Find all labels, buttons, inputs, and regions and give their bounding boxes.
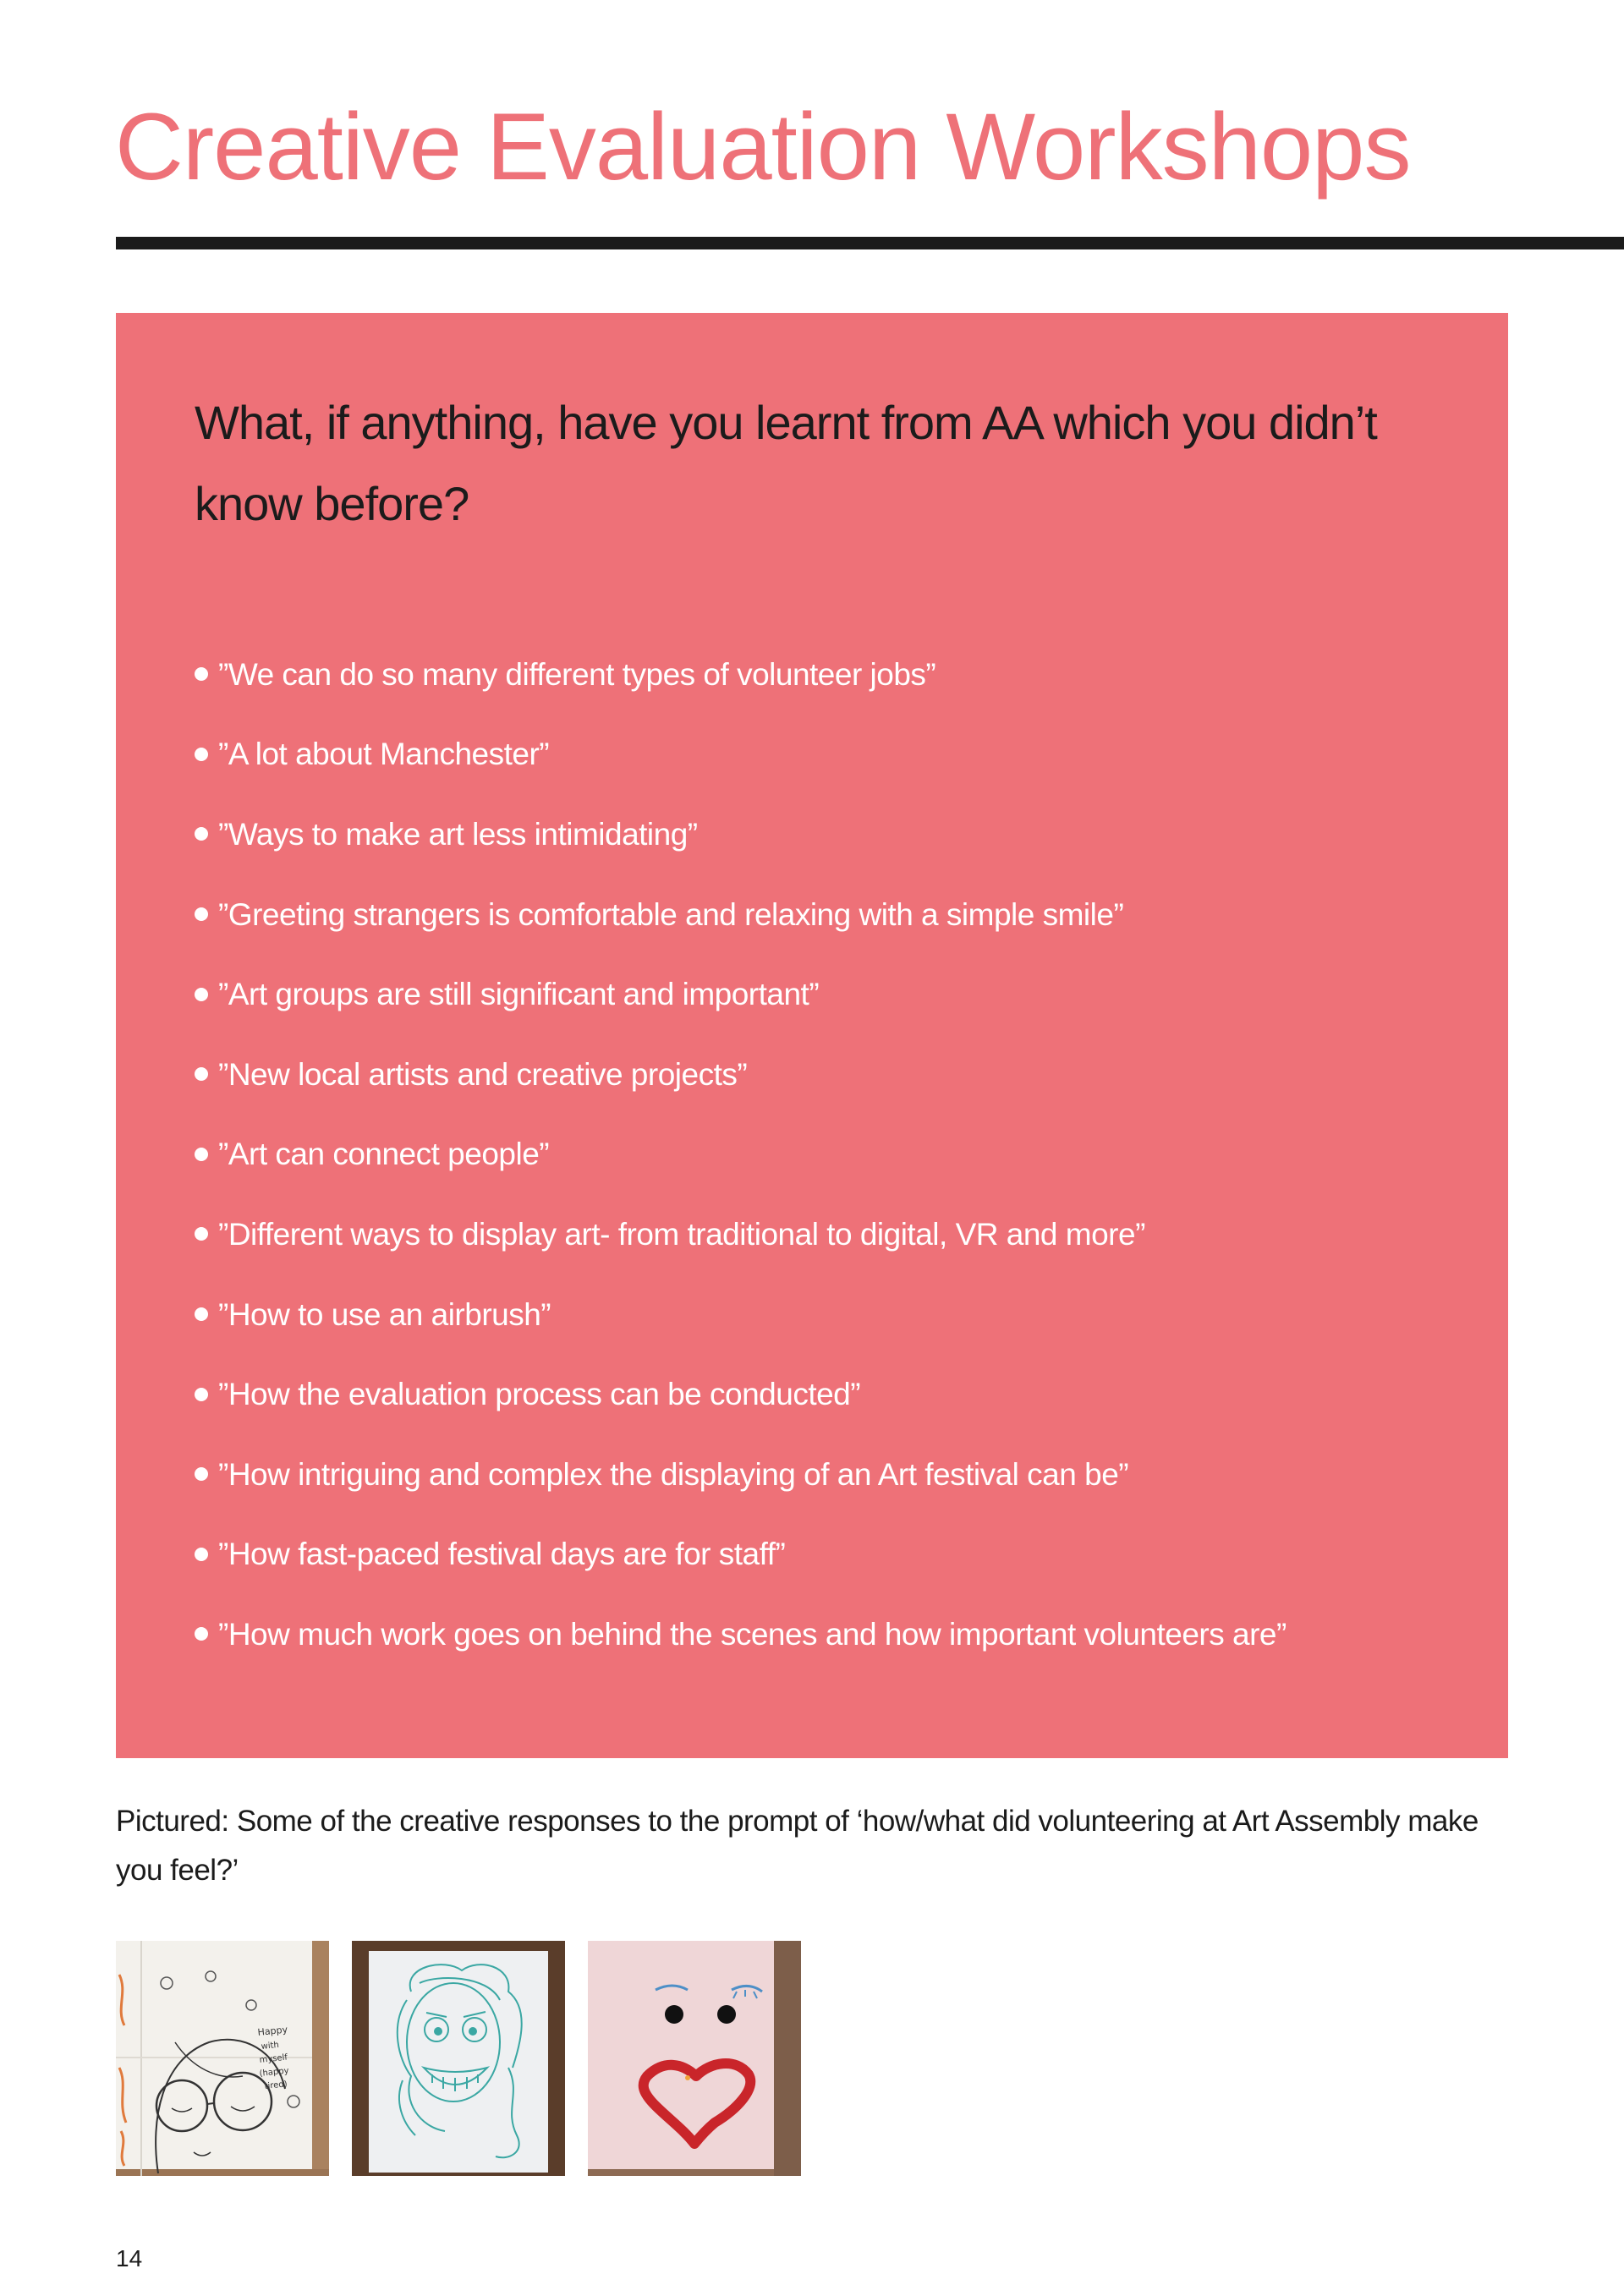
photo-caption: Pictured: Some of the creative responses to the prompt of ‘how/what did volunteering at Art Assembly make you feel?’ (116, 1805, 1479, 1887)
quote-text: ”Different ways to display art- from traditional to digital, VR and more” (218, 1216, 1145, 1252)
quote-text: ”Art can connect people” (218, 1137, 550, 1172)
quote-item (195, 1194, 1287, 1274)
page-number: 14 (116, 2245, 143, 2271)
bullet-icon (195, 1227, 208, 1241)
quote-text: ”Ways to make art less intimidating” (218, 816, 698, 852)
bullet-icon (195, 667, 208, 681)
bullet-icon (195, 1548, 208, 1561)
quote-text: ”How fast-paced festival days are for staff” (218, 1537, 786, 1572)
bullet-icon (195, 1148, 208, 1161)
quote-text: ”How much work goes on behind the scenes and how important volunteers are” (218, 1616, 1287, 1652)
page-title: Creative Evaluation Workshops (115, 94, 1411, 200)
svg-text:tired): tired) (264, 2080, 288, 2091)
sketch-happy-face-image (116, 1941, 329, 2176)
svg-text:Happy: Happy (256, 2024, 288, 2038)
bullet-icon (195, 1067, 208, 1081)
photo-sketch-grinning-face (352, 1941, 565, 2176)
quote-item (195, 794, 1287, 874)
quote-item (195, 1354, 1287, 1434)
sketch-grinning-face-image (352, 1941, 565, 2176)
svg-text:with: with (261, 2040, 280, 2052)
bullet-icon (195, 1467, 208, 1481)
quote-text: ”A lot about Manchester” (218, 737, 550, 772)
quote-item (195, 715, 1287, 795)
quote-text: ”How intriguing and complex the displaying of an Art festival can be” (218, 1456, 1129, 1492)
quote-text: ”We can do so many different types of volunteer jobs” (218, 656, 936, 692)
bullet-icon (195, 1388, 208, 1401)
quote-text: ”New local artists and creative projects” (218, 1056, 748, 1092)
sketch-pink-face-image (588, 1941, 801, 2176)
panel-question: What, if anything, have you learnt from AA which you didn’t know before? (195, 396, 1377, 530)
quote-item (195, 634, 1287, 715)
quote-item (195, 1274, 1287, 1355)
svg-text:(happy: (happy (259, 2066, 290, 2079)
quote-panel (116, 313, 1508, 1758)
bullet-icon (195, 748, 208, 761)
bullet-icon (195, 1307, 208, 1321)
photo-sketch-pink-face (588, 1941, 801, 2176)
quote-item (195, 874, 1287, 955)
bullet-icon (195, 827, 208, 841)
quote-item (195, 1034, 1287, 1115)
quote-text: ”Art groups are still significant and important” (218, 977, 820, 1012)
svg-text:myself: myself (259, 2052, 288, 2065)
title-divider (116, 237, 1624, 249)
photo-sketch-happy-face (116, 1941, 329, 2176)
bullet-icon (195, 988, 208, 1001)
bullet-icon (195, 907, 208, 921)
quote-item (195, 1115, 1287, 1195)
quote-item (195, 954, 1287, 1034)
bullet-icon (195, 1627, 208, 1641)
quote-text: ”How to use an airbrush” (218, 1296, 551, 1332)
quote-text: ”How the evaluation process can be conducted” (218, 1377, 861, 1412)
quote-item (195, 1434, 1287, 1515)
quote-list (195, 634, 1287, 1674)
quote-item (195, 1594, 1287, 1674)
quote-item (195, 1515, 1287, 1595)
quote-text: ”Greeting strangers is comfortable and relaxing with a simple smile” (218, 896, 1124, 932)
